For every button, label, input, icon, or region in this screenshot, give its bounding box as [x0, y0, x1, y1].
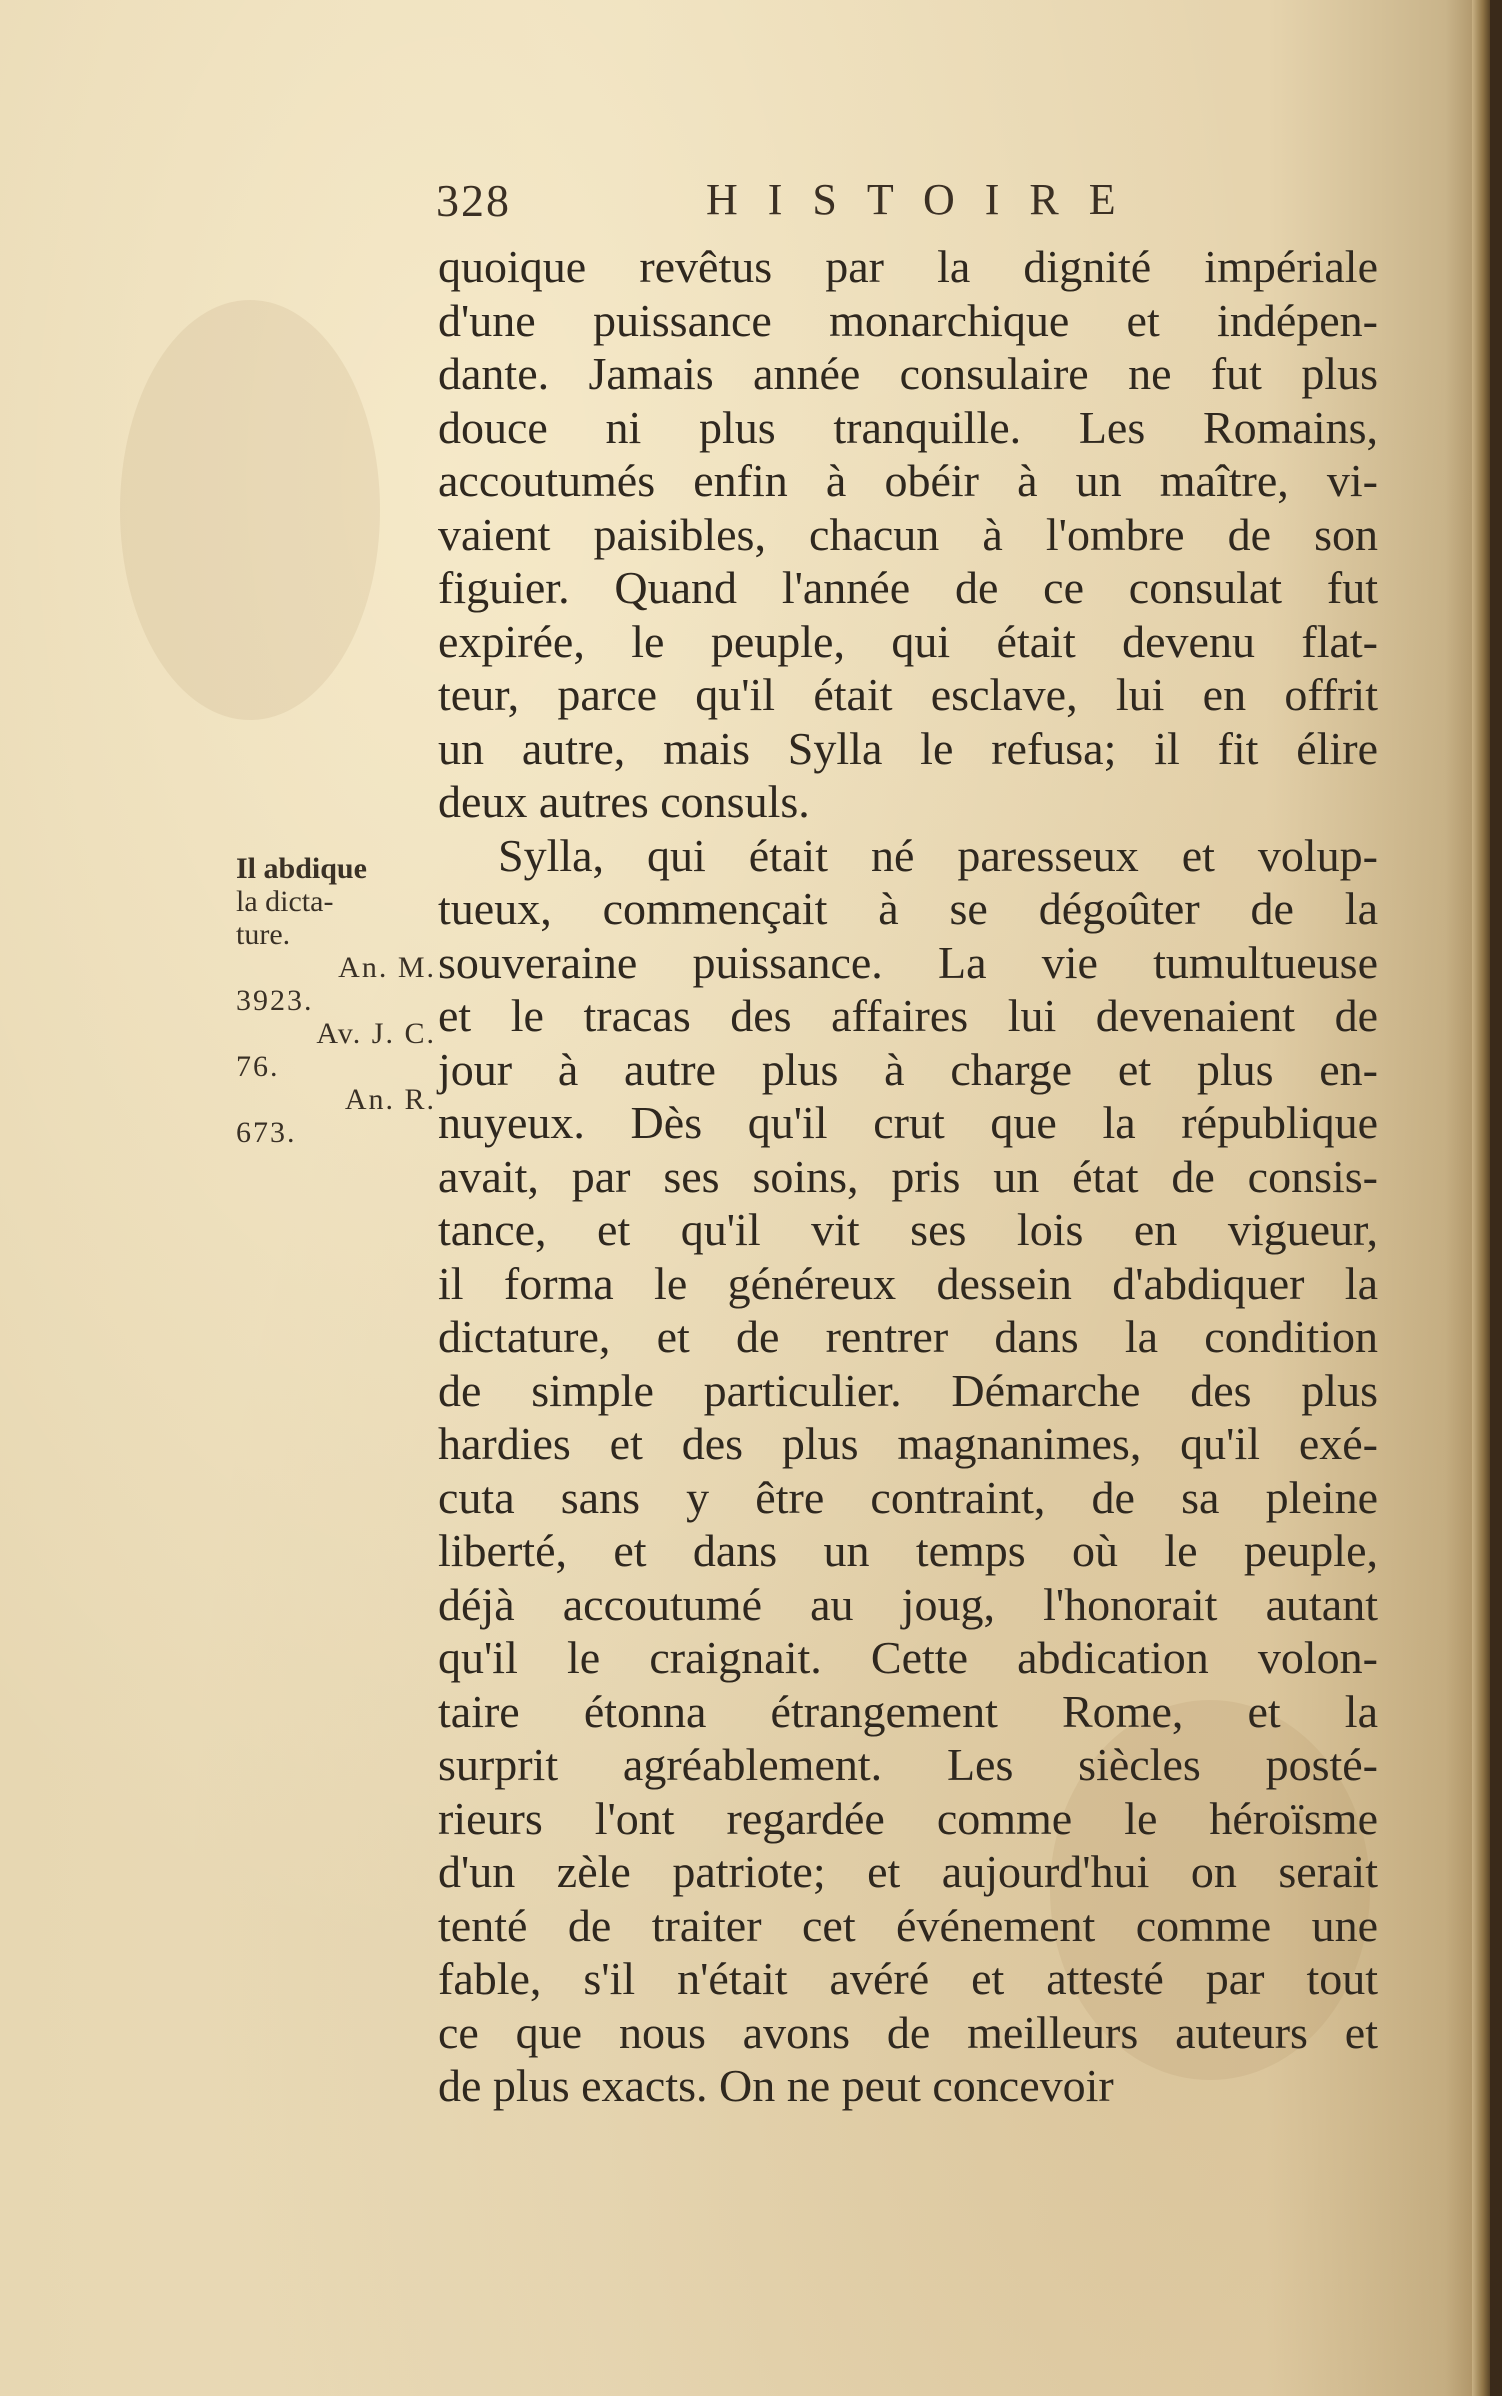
text-line: rieurs l'ont regardée comme le héroïsme [438, 1792, 1378, 1844]
text-line: surprit agréablement. Les siècles posté- [438, 1739, 1378, 1790]
margin-note-line: Il abdique [236, 852, 367, 885]
text-line: expirée, le peuple, qui était devenu flat- [438, 615, 1378, 667]
body-text [438, 240, 1378, 2113]
text-line: qu'il le craignait. Cette abdication volon- [438, 1632, 1378, 1683]
text-line: figuier. Quand l'année de ce consulat fut [438, 562, 1378, 613]
text-line: tueux, commençait à se dégoûter de la [438, 883, 1378, 934]
margin-note [236, 852, 436, 1149]
running-head [436, 170, 1436, 240]
text-line: il forma le généreux dessein d'abdiquer la [438, 1257, 1378, 1309]
margin-note-line: la dicta- [236, 885, 334, 918]
text-line: douce ni plus tranquille. Les Romains, [438, 401, 1378, 453]
text-line: de plus exacts. On ne peut concevoir [438, 2060, 1114, 2111]
text-line: Sylla, qui était né paresseux et volup- [498, 829, 1378, 881]
text-line: dante. Jamais année consulaire ne fut plus [438, 348, 1378, 399]
text-line: quoique revêtus par la dignité impériale [438, 241, 1378, 292]
text-line: d'une puissance monarchique et indépen- [438, 294, 1378, 346]
text-line: tance, et qu'il vit ses lois en vigueur, [438, 1204, 1378, 1255]
page-number: 328 [436, 175, 511, 226]
text-line: dictature, et de rentrer dans la condition [438, 1311, 1378, 1362]
text-line: deux autres consuls. [438, 776, 810, 827]
text-line: avait, par ses soins, pris un état de consis- [438, 1150, 1378, 1202]
margin-date-era: An. M. [338, 951, 436, 984]
text-line: ce que nous avons de meilleurs auteurs et [438, 2006, 1378, 2058]
page-edge [1472, 0, 1490, 2396]
text-line: fable, s'il n'était avéré et attesté par tout [438, 1953, 1378, 2004]
text-line: hardies et des plus magnanimes, qu'il exé- [438, 1418, 1378, 1469]
text-line: vaient paisibles, chacun à l'ombre de son [438, 508, 1378, 560]
text-line: accoutumés enfin à obéir à un maître, vi- [438, 455, 1378, 506]
text-line: liberté, et dans un temps où le peuple, [438, 1525, 1378, 1576]
margin-date-year: 3923. [236, 984, 314, 1017]
text-line: cuta sans y être contraint, de sa pleine [438, 1471, 1378, 1523]
running-title: HISTOIRE [706, 175, 1146, 224]
text-line: tenté de traiter cet événement comme une [438, 1899, 1378, 1951]
text-line: teur, parce qu'il était esclave, lui en offrit [438, 669, 1378, 720]
margin-date-year: 76. [236, 1050, 280, 1083]
margin-date-year: 673. [236, 1116, 297, 1149]
margin-note-line: ture. [236, 918, 291, 951]
margin-date-era: Av. J. C. [316, 1017, 436, 1050]
text-line: de simple particulier. Démarche des plus [438, 1364, 1378, 1416]
paper-stain [120, 300, 380, 720]
paragraph-2 [438, 829, 1378, 2113]
text-line: taire étonna étrangement Rome, et la [438, 1685, 1378, 1737]
text-line: souveraine puissance. La vie tumultueuse [438, 936, 1378, 988]
text-line: jour à autre plus à charge et plus en- [438, 1043, 1378, 1095]
margin-date-era: An. R. [344, 1083, 436, 1116]
text-line: nuyeux. Dès qu'il crut que la république [438, 1097, 1378, 1148]
text-line: d'un zèle patriote; et aujourd'hui on serait [438, 1846, 1378, 1897]
paragraph-1 [438, 240, 1378, 829]
text-line: et le tracas des affaires lui devenaient de [438, 990, 1378, 1041]
text-line: déjà accoutumé au joug, l'honorait autant [438, 1578, 1378, 1630]
text-line: un autre, mais Sylla le refusa; il fit élire [438, 722, 1378, 774]
